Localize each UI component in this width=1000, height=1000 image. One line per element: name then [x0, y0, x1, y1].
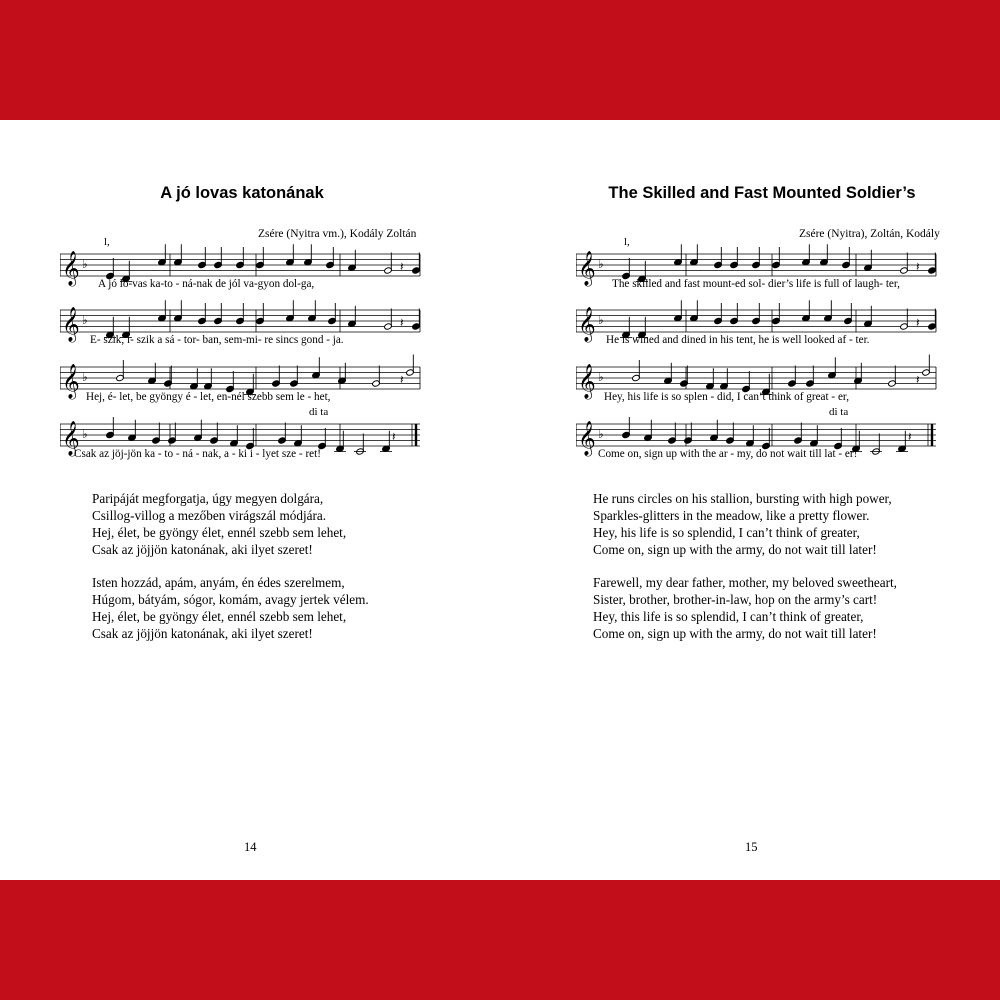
stanza-line: Húgom, bátyám, sógor, komám, avagy jertek vélem. [92, 592, 369, 607]
svg-text:♭: ♭ [82, 427, 88, 441]
lyric-line-3: Hey, his life is so splen - did, I can’t think of great - er, [604, 391, 849, 403]
top-red-band [0, 0, 1000, 120]
above-notes-syllables: di ta [309, 406, 329, 418]
song-credit: Zsére (Nyitra), Zoltán, Kodály [799, 228, 940, 240]
page-number: 14 [244, 840, 257, 854]
tempo-mark: l, [104, 236, 110, 248]
svg-text:𝄞: 𝄞 [578, 251, 596, 286]
lyric-line-1: The skilled and fast mount-ed sol- dier’s life is full of laugh- ter, [612, 278, 900, 290]
stanza-line: Farewell, my dear father, mother, my beloved sweetheart, [593, 575, 897, 590]
svg-text:𝄽: 𝄽 [400, 372, 404, 387]
stanza-line: He runs circles on his stallion, bursting with high power, [593, 491, 892, 506]
lyric-line-1: A jó lo-vas ka-to - ná-nak de jól va-gyon dol-ga, [98, 278, 315, 290]
stanza-line: Csak az jöjjön katonának, aki ilyet szeret! [92, 542, 313, 557]
svg-text:𝄞: 𝄞 [62, 364, 80, 399]
lyric-line-2: E- szik, i- szik a sá - tor- ban, sem-mi- re sincs gond - ja. [90, 334, 344, 346]
above-notes-syllables: di ta [829, 406, 849, 418]
svg-text:𝄞: 𝄞 [62, 421, 80, 456]
tempo-mark: l, [624, 236, 630, 248]
svg-text:♭: ♭ [598, 257, 604, 271]
svg-text:𝄽: 𝄽 [400, 315, 404, 330]
svg-text:𝄽: 𝄽 [916, 315, 920, 330]
left-page [0, 120, 500, 880]
lyric-line-3: Hej, é- let, be gyöngy é - let, en-nél szebb sem le - het, [86, 391, 331, 403]
stanza-line: Hej, élet, be gyöngy élet, ennél szebb sem lehet, [92, 609, 347, 624]
svg-text:𝄽: 𝄽 [916, 372, 920, 387]
stanza-line: Come on, sign up with the army, do not wait till later! [593, 542, 877, 557]
page-title: The Skilled and Fast Mounted Soldier’s [608, 184, 916, 202]
stanza-line: Hej, élet, be gyöngy élet, ennél szebb sem lehet, [92, 525, 347, 540]
lyric-line-4: Csak az jöj-jön ka - to - ná - nak, a - ki i - lyet sze - ret! [74, 448, 321, 460]
stanza-line: Paripáját megforgatja, úgy megyen dolgára, [92, 491, 324, 506]
svg-text:𝄽: 𝄽 [400, 259, 404, 274]
svg-text:♭: ♭ [82, 313, 88, 327]
svg-text:𝄞: 𝄞 [578, 307, 596, 342]
bottom-red-band [0, 880, 1000, 1000]
stanza-line: Isten hozzád, apám, anyám, én édes szerelmem, [92, 575, 345, 590]
svg-text:♭: ♭ [598, 313, 604, 327]
svg-text:𝄽: 𝄽 [908, 429, 912, 444]
stanza-1 [92, 490, 346, 558]
svg-text:♭: ♭ [598, 427, 604, 441]
stanza-1 [593, 490, 892, 558]
page-title: A jó lovas katonának [160, 184, 324, 202]
svg-text:𝄞: 𝄞 [578, 421, 596, 456]
svg-text:𝄞: 𝄞 [62, 307, 80, 342]
svg-text:𝄞: 𝄞 [62, 251, 80, 286]
right-page [500, 120, 1000, 880]
svg-text:♭: ♭ [82, 370, 88, 384]
stanza-line: Csak az jöjjön katonának, aki ilyet szeret! [92, 626, 313, 641]
stanza-line: Sparkles-glitters in the meadow, like a pretty flower. [593, 508, 870, 523]
stanza-line: Csillog-villog a mezőben virágszál módjára. [92, 508, 327, 523]
stanza-line: Sister, brother, brother-in-law, hop on the army’s cart! [593, 592, 878, 607]
svg-text:𝄞: 𝄞 [578, 364, 596, 399]
lyric-line-4: Come on, sign up with the ar - my, do not wait till lat - er! [598, 448, 858, 460]
svg-text:𝄽: 𝄽 [392, 429, 396, 444]
svg-text:♭: ♭ [598, 370, 604, 384]
stanza-line: Hey, his life is so splendid, I can’t think of greater, [593, 525, 860, 540]
song-credit: Zsére (Nyitra vm.), Kodály Zoltán [258, 228, 417, 240]
stanza-line: Hey, this life is so splendid, I can’t think of greater, [593, 609, 864, 624]
page-number: 15 [745, 840, 758, 854]
lyric-line-2: He is wined and dined in his tent, he is well looked af - ter. [606, 334, 870, 346]
stanza-2 [92, 574, 369, 642]
stanza-2 [593, 574, 897, 642]
svg-text:𝄽: 𝄽 [916, 259, 920, 274]
stanza-line: Come on, sign up with the army, do not wait till later! [593, 626, 877, 641]
svg-text:♭: ♭ [82, 257, 88, 271]
